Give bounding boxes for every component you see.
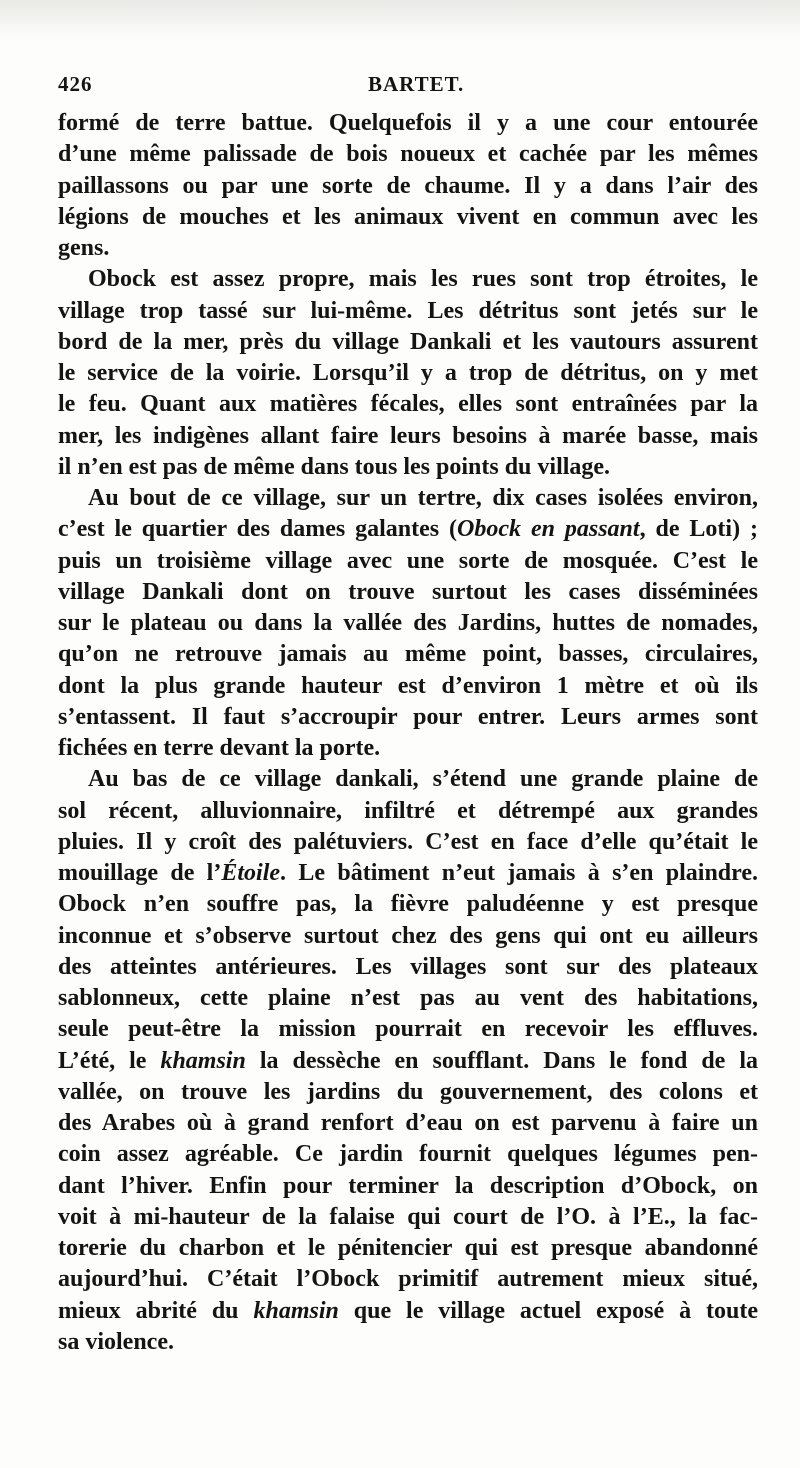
text-run: formé de terre battue. Quelquefois il y a une cour entourée [58, 110, 758, 136]
text-run: paillassons ou par une sorte de chaume. Il y a dans l’air des [58, 172, 758, 199]
text-run: il n’en est pas de même dans tous les points du village. [58, 453, 611, 480]
text-run: qu’on ne retrouve jamais au même point, basses, circulaires, [58, 641, 758, 668]
text-line [58, 639, 758, 670]
text-run: coin assez agréable. Ce jardin fournit quelques légumes pen- [58, 1141, 758, 1168]
text-line [58, 1108, 758, 1139]
text-run: le feu. Quant aux matières fécales, elles sont entraînées par la [58, 391, 758, 418]
text-line [58, 233, 758, 264]
text-line [58, 421, 758, 452]
text-run: la dessèche en soufflant. Dans le fond de la [245, 1047, 758, 1074]
text-line [58, 108, 758, 139]
text-line [58, 1014, 758, 1045]
text-line [58, 327, 758, 358]
text-run: vallée, on trouve les jardins du gouvernement, des colons et [58, 1078, 758, 1105]
italic-run: Étoile [221, 860, 281, 886]
text-line [58, 577, 758, 608]
text-line [58, 1171, 758, 1202]
text-run: légions de mouches et les animaux vivent en commun avec les [58, 203, 758, 230]
text-run: sol récent, alluvionnaire, infiltré et détrempé aux grandes [58, 797, 758, 824]
text-run: des atteintes antérieures. Les villages sont sur des plateaux [58, 953, 758, 980]
running-head-title: BARTET. [368, 72, 465, 96]
text-run: torerie du charbon et le pénitencier qui est presque abandonné [58, 1235, 758, 1261]
text-line [58, 796, 758, 827]
text-line [58, 296, 758, 327]
text-run: sablonneux, cette plaine n’est pas au vent des habitations, [58, 985, 758, 1011]
text-line [58, 389, 758, 420]
text-line [58, 733, 758, 764]
running-head [58, 72, 760, 102]
text-run: aujourd’hui. C’était l’Obock primitif autrement mieux situé, [58, 1266, 758, 1293]
text-line [58, 514, 758, 545]
text-run: que le village actuel exposé à toute [338, 1297, 758, 1324]
text-run: dant l’hiver. Enfin pour terminer la description d’Obock, on [58, 1172, 758, 1199]
text-line [58, 702, 758, 733]
text-run: des Arabes où à grand renfort d’eau on est parvenu à faire un [58, 1110, 758, 1136]
text-line [58, 139, 758, 170]
text-run: mer, les indigènes allant faire leurs besoins à marée basse, mais [58, 422, 758, 449]
text-line [58, 671, 758, 702]
text-line [58, 1139, 758, 1170]
page-number: 426 [58, 72, 93, 96]
italic-run: khamsin [160, 1047, 246, 1074]
text-run: voit à mi-hauteur de la falaise qui court de l’O. à l’E., la fac- [58, 1203, 758, 1230]
text-run: , de Loti) ; [639, 516, 759, 543]
text-line [58, 764, 758, 795]
text-run: bord de la mer, près du village Dankali et les vautours assurent [58, 328, 758, 355]
text-line [58, 171, 758, 202]
text-run: mieux abrité du [58, 1297, 254, 1324]
text-line [58, 1233, 758, 1264]
text-run: sa violence. [58, 1328, 174, 1355]
text-run: fichées en terre devant la porte. [58, 735, 381, 761]
text-run: Au bas de ce village dankali, s’étend une grande plaine de [88, 766, 758, 793]
text-run: Obock n’en souffre pas, la fièvre paludéenne y est presque [58, 891, 758, 918]
text-line [58, 921, 758, 952]
text-line [58, 1046, 758, 1077]
text-line [58, 264, 758, 295]
text-run: Obock est assez propre, mais les rues sont trop étroites, le [88, 266, 758, 293]
text-line [58, 608, 758, 639]
text-run: d’une même palissade de bois noueux et cachée par les mêmes [58, 141, 758, 168]
italic-run: khamsin [253, 1297, 339, 1324]
text-line [58, 1202, 758, 1233]
text-run: gens. [58, 235, 110, 261]
body-text [58, 108, 758, 1358]
text-run: dont la plus grande hauteur est d’environ 1 mètre et où ils [58, 672, 758, 699]
text-line [58, 483, 758, 514]
text-run: village trop tassé sur lui-même. Les détritus sont jetés sur le [58, 297, 758, 324]
text-line [58, 827, 758, 858]
text-run: Au bout de ce village, sur un tertre, dix cases isolées environ, [88, 485, 758, 511]
text-line [58, 952, 758, 983]
text-run: mouillage de l’ [58, 860, 222, 886]
text-run: inconnue et s’observe surtout chez des gens qui ont eu ailleurs [58, 922, 758, 949]
text-run: village Dankali dont on trouve surtout les cases disséminées [58, 578, 758, 605]
text-run: le service de la voirie. Lorsqu’il y a trop de détritus, on y met [58, 360, 758, 386]
text-line [58, 546, 758, 577]
text-line [58, 858, 758, 889]
text-line [58, 202, 758, 233]
text-line [58, 1296, 758, 1327]
text-run: L’été, le [58, 1047, 161, 1074]
text-line [58, 1327, 758, 1358]
text-line [58, 983, 758, 1014]
text-run: . Le bâtiment n’eut jamais à s’en plaindre. [280, 860, 759, 886]
text-line [58, 452, 758, 483]
text-run: sur le plateau ou dans la vallée des Jardins, huttes de nomades, [58, 610, 758, 636]
text-run: seule peut-être la mission pourrait en recevoir les effluves. [58, 1016, 758, 1043]
text-line [58, 889, 758, 920]
text-run: pluies. Il y croît des palétuviers. C’est en face d’elle qu’était le [58, 828, 758, 855]
italic-run: Obock en passant [457, 516, 640, 543]
text-line [58, 358, 758, 389]
text-run: puis un troisième village avec une sorte de mosquée. C’est le [58, 547, 758, 574]
text-run: s’entassent. Il faut s’accroupir pour entrer. Leurs armes sont [58, 703, 758, 730]
text-line [58, 1264, 758, 1295]
text-line [58, 1077, 758, 1108]
text-run: c’est le quartier des dames galantes ( [58, 516, 458, 543]
